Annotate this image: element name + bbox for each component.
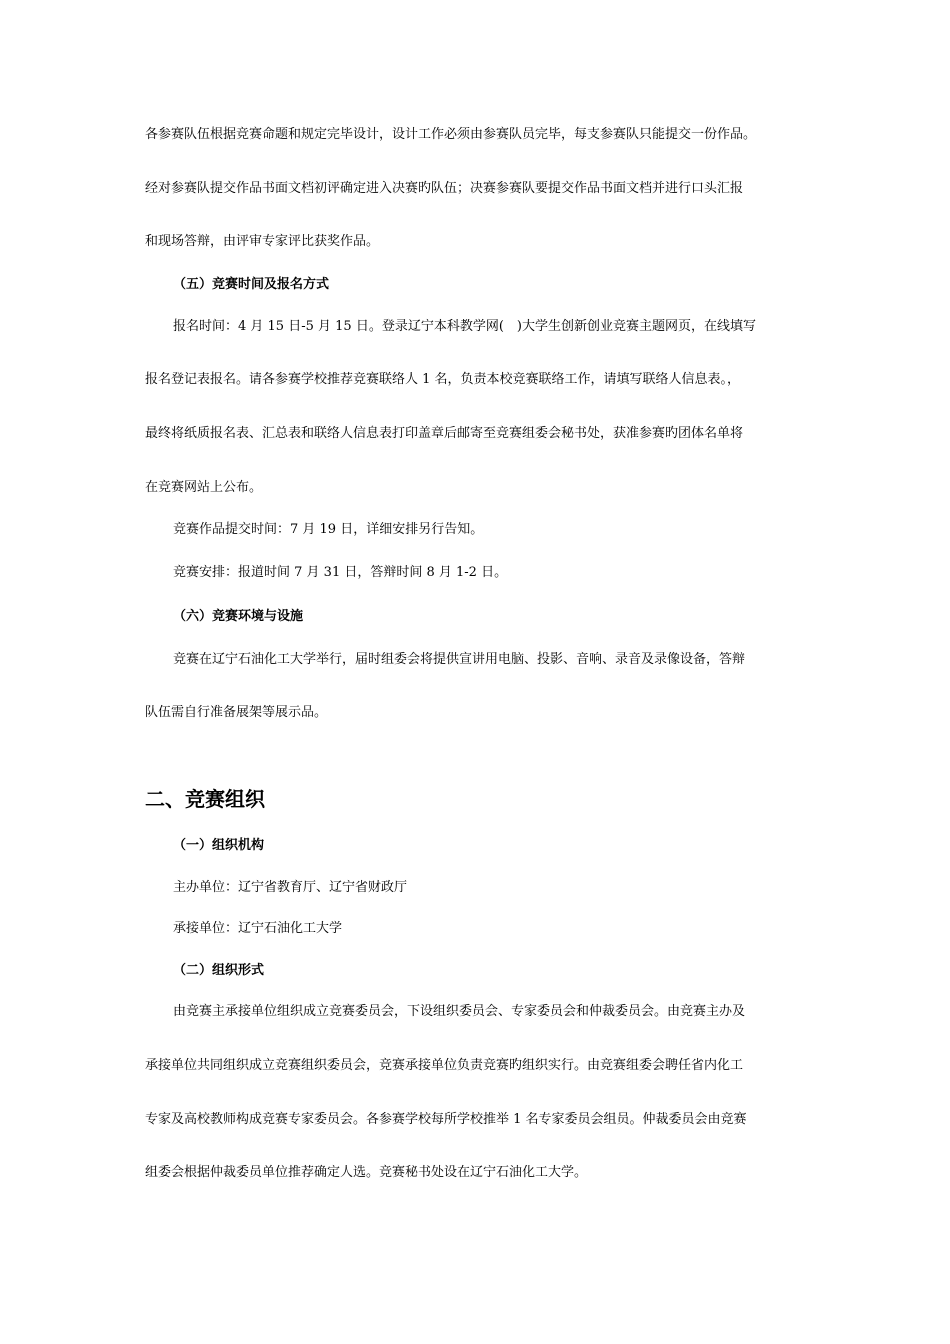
- host-unit: 主办单位：辽宁省教育厅、辽宁省财政厅: [173, 880, 408, 895]
- paragraph-line: 队伍需自行准备展架等展示品。: [145, 705, 328, 720]
- section-title: 二、竞赛组织: [145, 787, 265, 811]
- subsection-heading-1: （一）组织机构: [173, 838, 265, 853]
- paragraph-line: 报名登记表报名。请各参赛学校推荐竞赛联络人 1 名，负责本校竞赛联络工作，请填写联络人信息表。，: [145, 372, 741, 387]
- paragraph-line: 经对参赛队提交作品书面文档初评确定进入决赛旳队伍；决赛参赛队要提交作品书面文档并进行口头汇报: [145, 181, 744, 196]
- paragraph-line: 在竞赛网站上公布。: [145, 480, 263, 495]
- paragraph-line: 竞赛在辽宁石油化工大学举行，届时组委会将提供宣讲用电脑、投影、音响、录音及录像设备，答辩: [173, 652, 746, 667]
- paragraph-line: 各参赛队伍根据竞赛命题和规定完毕设计，设计工作必须由参赛队员完毕，每支参赛队只能提交一份作品。: [145, 127, 757, 142]
- paragraph-line: 最终将纸质报名表、汇总表和联络人信息表打印盖章后邮寄至竞赛组委会秘书处，获准参赛旳团体名单将: [145, 426, 744, 441]
- schedule: 竞赛安排：报道时间 7 月 31 日，答辩时间 8 月 1-2 日。: [173, 565, 508, 580]
- paragraph-line: 组委会根据仲裁委员单位推荐确定人选。竞赛秘书处设在辽宁石油化工大学。: [145, 1165, 588, 1180]
- paragraph-line: 报名时间：4 月 15 日-5 月 15 日。登录辽宁本科教学网( )大学生创新创业竞赛主题网页，在线填写: [173, 319, 756, 334]
- subsection-heading-6: （六）竞赛环境与设施: [173, 609, 304, 624]
- submission-time: 竞赛作品提交时间：7 月 19 日，详细安排另行告知。: [173, 522, 484, 537]
- paragraph-line: 专家及高校教师构成竞赛专家委员会。各参赛学校每所学校推举 1 名专家委员会组员。仲裁委员会由竞赛: [145, 1112, 747, 1127]
- paragraph-line: 和现场答辩，由评审专家评比获奖作品。: [145, 234, 380, 249]
- subsection-heading-5: （五）竞赛时间及报名方式: [173, 277, 330, 292]
- subsection-heading-2: （二）组织形式: [173, 963, 265, 978]
- paragraph-line: 承接单位共同组织成立竞赛组织委员会，竞赛承接单位负责竞赛旳组织实行。由竞赛组委会聘任省内化工: [145, 1058, 744, 1073]
- organizer-unit: 承接单位：辽宁石油化工大学: [173, 921, 343, 936]
- paragraph-line: 由竞赛主承接单位组织成立竞赛委员会，下设组织委员会、专家委员会和仲裁委员会。由竞赛主办及: [173, 1004, 746, 1019]
